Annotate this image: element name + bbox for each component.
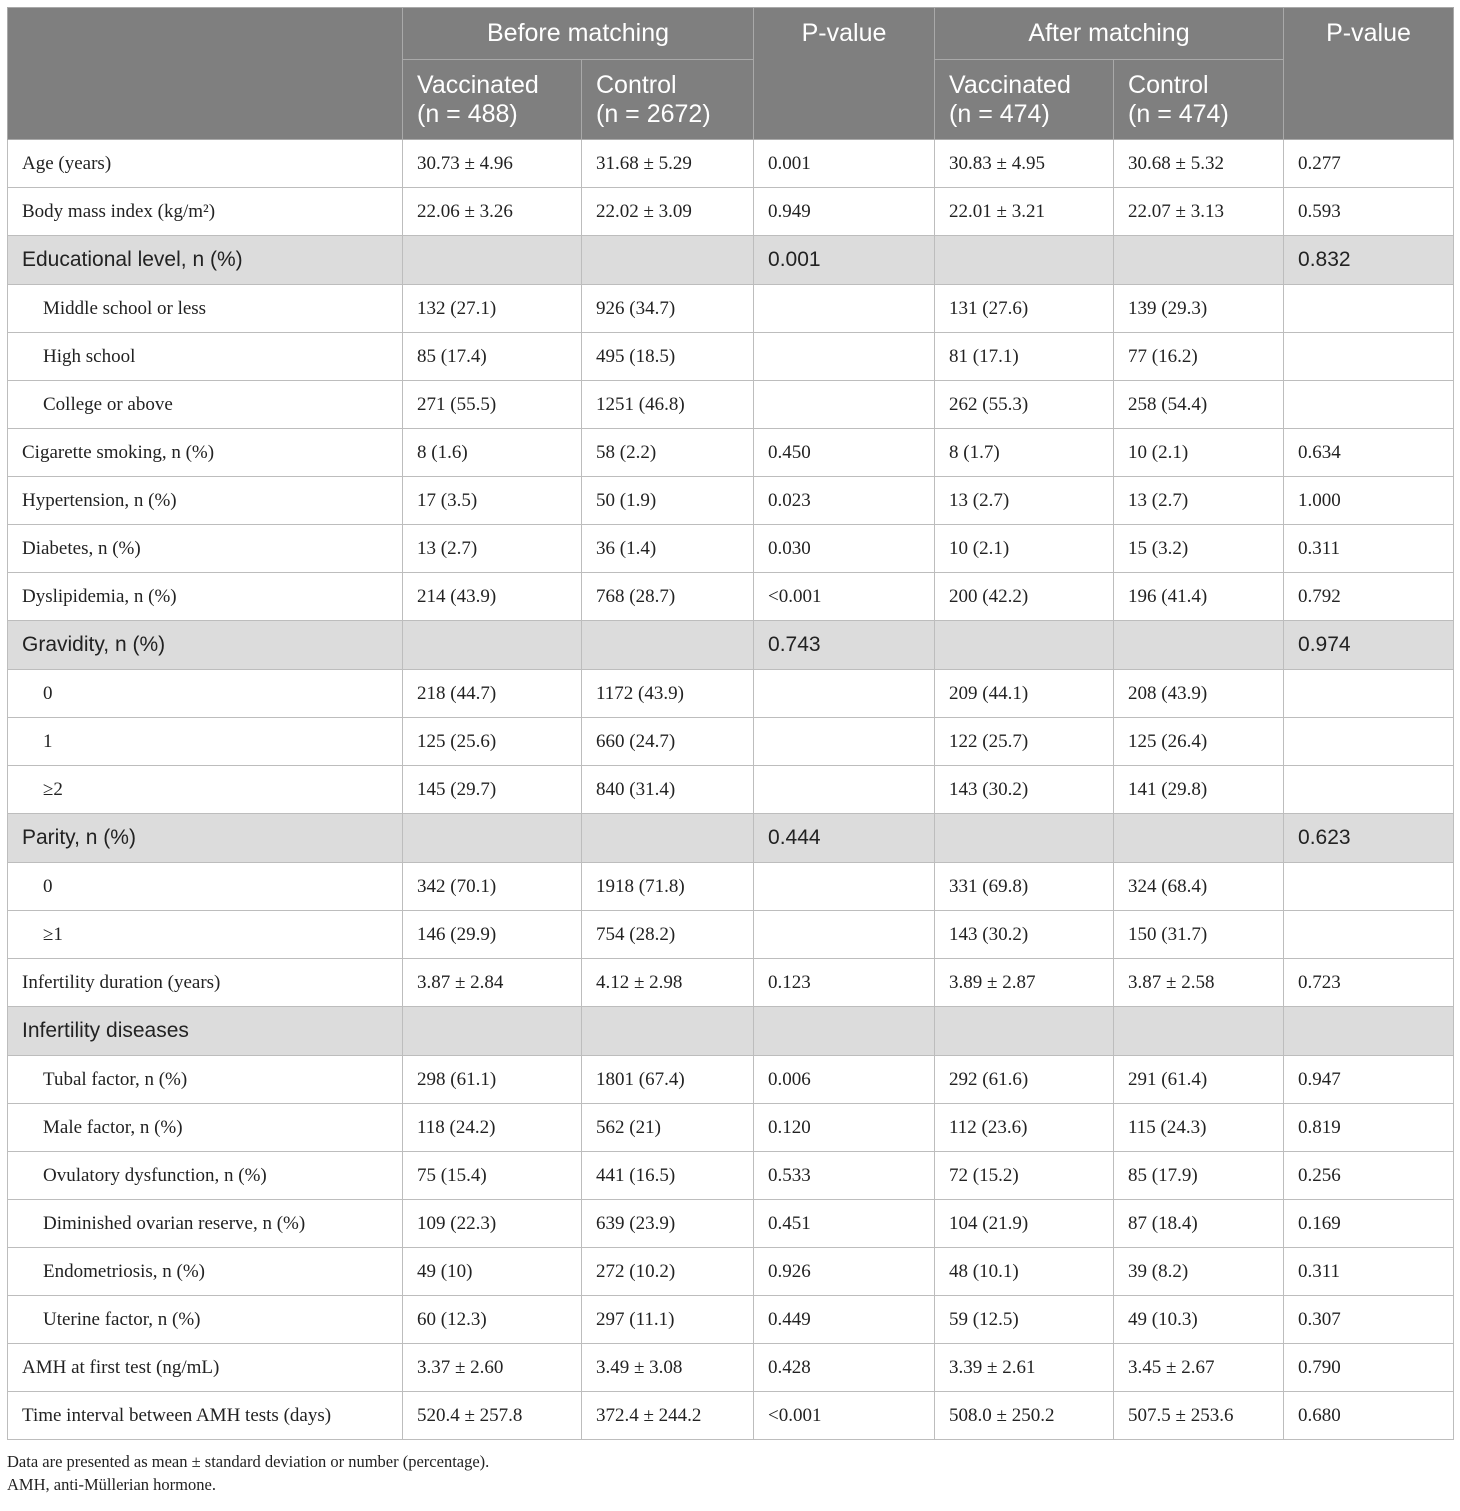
cell-before-pvalue (754, 333, 935, 381)
row-label: Diminished ovarian reserve, n (%) (8, 1200, 403, 1248)
table-section-row (8, 1007, 1454, 1056)
cell-after-pvalue (1284, 285, 1454, 333)
cell-after-pvalue: 0.634 (1284, 429, 1454, 477)
cell-before-control: 840 (31.4) (582, 766, 754, 814)
cell-after-control: 15 (3.2) (1114, 525, 1284, 573)
cell-before-vaccinated: 85 (17.4) (403, 333, 582, 381)
cell-before-control: 297 (11.1) (582, 1296, 754, 1344)
cell-after-vaccinated: 10 (2.1) (935, 525, 1114, 573)
cell-before-vaccinated: 218 (44.7) (403, 670, 582, 718)
row-label: Tubal factor, n (%) (8, 1056, 403, 1104)
row-label: 0 (8, 863, 403, 911)
cell-after-pvalue (1284, 333, 1454, 381)
cell-after-pvalue: 0.832 (1284, 236, 1454, 285)
row-label: Ovulatory dysfunction, n (%) (8, 1152, 403, 1200)
header-before-control-n: (n = 2672) (596, 99, 711, 128)
header-before-matching: Before matching (403, 8, 754, 60)
cell-after-control: 77 (16.2) (1114, 333, 1284, 381)
cell-after-vaccinated: 262 (55.3) (935, 381, 1114, 429)
cell-before-vaccinated: 109 (22.3) (403, 1200, 582, 1248)
cell-after-vaccinated: 72 (15.2) (935, 1152, 1114, 1200)
cell-before-pvalue: 0.023 (754, 477, 935, 525)
cell-before-pvalue: 0.450 (754, 429, 935, 477)
cell-after-pvalue (1284, 911, 1454, 959)
table-row (8, 911, 1454, 959)
cell-after-vaccinated: 143 (30.2) (935, 911, 1114, 959)
cell-after-pvalue (1284, 766, 1454, 814)
cell-before-control (582, 814, 754, 863)
cell-before-pvalue: 0.743 (754, 621, 935, 670)
row-label: Time interval between AMH tests (days) (8, 1392, 403, 1440)
cell-before-control: 36 (1.4) (582, 525, 754, 573)
header-after-matching: After matching (935, 8, 1284, 60)
header-pvalue-before: P-value (754, 8, 935, 140)
table-section-row (8, 621, 1454, 670)
table-row (8, 1152, 1454, 1200)
cell-after-control (1114, 1007, 1284, 1056)
row-label: Infertility duration (years) (8, 959, 403, 1007)
cell-before-vaccinated (403, 236, 582, 285)
cell-before-vaccinated: 17 (3.5) (403, 477, 582, 525)
cell-before-control: 660 (24.7) (582, 718, 754, 766)
cell-after-pvalue: 0.723 (1284, 959, 1454, 1007)
cell-before-pvalue: 0.123 (754, 959, 935, 1007)
cell-before-pvalue: 0.949 (754, 188, 935, 236)
cell-after-pvalue: 0.169 (1284, 1200, 1454, 1248)
cell-after-control: 3.87 ± 2.58 (1114, 959, 1284, 1007)
table-row (8, 1248, 1454, 1296)
table-row (8, 1056, 1454, 1104)
cell-before-vaccinated: 60 (12.3) (403, 1296, 582, 1344)
cell-after-vaccinated: 104 (21.9) (935, 1200, 1114, 1248)
cell-before-vaccinated: 13 (2.7) (403, 525, 582, 573)
cell-after-vaccinated: 8 (1.7) (935, 429, 1114, 477)
cell-before-vaccinated: 49 (10) (403, 1248, 582, 1296)
cell-after-vaccinated: 22.01 ± 3.21 (935, 188, 1114, 236)
cell-after-pvalue: 0.792 (1284, 573, 1454, 621)
table-row (8, 525, 1454, 573)
row-label: Body mass index (kg/m²) (8, 188, 403, 236)
cell-before-control: 1918 (71.8) (582, 863, 754, 911)
cell-before-vaccinated: 118 (24.2) (403, 1104, 582, 1152)
cell-after-pvalue (1284, 718, 1454, 766)
header-before-vaccinated-label: Vaccinated (417, 70, 539, 99)
header-after-vaccinated-n: (n = 474) (949, 99, 1050, 128)
cell-after-control (1114, 621, 1284, 670)
cell-before-control: 562 (21) (582, 1104, 754, 1152)
cell-before-vaccinated: 8 (1.6) (403, 429, 582, 477)
row-label: AMH at first test (ng/mL) (8, 1344, 403, 1392)
cell-before-vaccinated (403, 1007, 582, 1056)
cell-before-vaccinated: 3.37 ± 2.60 (403, 1344, 582, 1392)
cell-before-pvalue: 0.444 (754, 814, 935, 863)
cell-before-control (582, 236, 754, 285)
footnote-data-presentation: Data are presented as mean ± standard deviation or number (percentage). (7, 1452, 490, 1471)
cell-before-vaccinated: 146 (29.9) (403, 911, 582, 959)
cell-before-pvalue: 0.533 (754, 1152, 935, 1200)
table-row (8, 1200, 1454, 1248)
cell-after-control: 139 (29.3) (1114, 285, 1284, 333)
table-row (8, 1296, 1454, 1344)
cell-after-vaccinated (935, 236, 1114, 285)
table-row (8, 863, 1454, 911)
table-row (8, 1344, 1454, 1392)
cell-after-control: 258 (54.4) (1114, 381, 1284, 429)
cell-before-control: 639 (23.9) (582, 1200, 754, 1248)
cell-after-pvalue: 0.947 (1284, 1056, 1454, 1104)
cell-after-vaccinated (935, 1007, 1114, 1056)
cell-before-control: 272 (10.2) (582, 1248, 754, 1296)
cell-after-control: 507.5 ± 253.6 (1114, 1392, 1284, 1440)
cell-before-vaccinated: 145 (29.7) (403, 766, 582, 814)
cell-after-vaccinated: 3.89 ± 2.87 (935, 959, 1114, 1007)
cell-after-vaccinated: 112 (23.6) (935, 1104, 1114, 1152)
cell-before-control: 495 (18.5) (582, 333, 754, 381)
table-section-row (8, 236, 1454, 285)
cell-before-pvalue: 0.451 (754, 1200, 935, 1248)
cell-before-vaccinated: 342 (70.1) (403, 863, 582, 911)
cell-before-control: 926 (34.7) (582, 285, 754, 333)
table-row (8, 718, 1454, 766)
cell-before-pvalue (754, 911, 935, 959)
cell-before-control: 768 (28.7) (582, 573, 754, 621)
cell-after-control: 324 (68.4) (1114, 863, 1284, 911)
table-row (8, 285, 1454, 333)
cell-before-pvalue (754, 766, 935, 814)
header-blank-cell (8, 8, 403, 140)
cell-after-control: 49 (10.3) (1114, 1296, 1284, 1344)
cell-before-pvalue: <0.001 (754, 573, 935, 621)
cell-after-pvalue: 0.819 (1284, 1104, 1454, 1152)
cell-before-control (582, 1007, 754, 1056)
cell-before-vaccinated: 75 (15.4) (403, 1152, 582, 1200)
cell-after-control: 150 (31.7) (1114, 911, 1284, 959)
cell-before-vaccinated: 30.73 ± 4.96 (403, 140, 582, 188)
header-after-control-label: Control (1128, 70, 1209, 99)
cell-before-control: 1801 (67.4) (582, 1056, 754, 1104)
row-label: 1 (8, 718, 403, 766)
cell-before-pvalue (754, 285, 935, 333)
cell-before-control: 3.49 ± 3.08 (582, 1344, 754, 1392)
cell-before-control: 4.12 ± 2.98 (582, 959, 754, 1007)
table-row (8, 140, 1454, 188)
cell-before-control: 31.68 ± 5.29 (582, 140, 754, 188)
cell-after-pvalue: 0.311 (1284, 525, 1454, 573)
table-row (8, 333, 1454, 381)
row-label: Educational level, n (%) (8, 236, 403, 285)
cell-after-vaccinated: 30.83 ± 4.95 (935, 140, 1114, 188)
row-label: Parity, n (%) (8, 814, 403, 863)
cell-after-control: 13 (2.7) (1114, 477, 1284, 525)
cell-after-vaccinated: 13 (2.7) (935, 477, 1114, 525)
cell-after-pvalue: 0.311 (1284, 1248, 1454, 1296)
cell-before-control: 1172 (43.9) (582, 670, 754, 718)
cell-before-pvalue: <0.001 (754, 1392, 935, 1440)
cell-after-control: 291 (61.4) (1114, 1056, 1284, 1104)
cell-after-control: 115 (24.3) (1114, 1104, 1284, 1152)
cell-before-pvalue: 0.030 (754, 525, 935, 573)
cell-before-vaccinated: 125 (25.6) (403, 718, 582, 766)
cell-before-control (582, 621, 754, 670)
row-label: College or above (8, 381, 403, 429)
cell-after-vaccinated: 81 (17.1) (935, 333, 1114, 381)
row-label: ≥2 (8, 766, 403, 814)
cell-before-control: 58 (2.2) (582, 429, 754, 477)
cell-before-pvalue: 0.001 (754, 140, 935, 188)
cell-before-vaccinated: 132 (27.1) (403, 285, 582, 333)
table-row (8, 381, 1454, 429)
cell-before-vaccinated: 214 (43.9) (403, 573, 582, 621)
cell-after-control: 39 (8.2) (1114, 1248, 1284, 1296)
cell-before-pvalue (754, 1007, 935, 1056)
row-label: Cigarette smoking, n (%) (8, 429, 403, 477)
row-label: Dyslipidemia, n (%) (8, 573, 403, 621)
header-before-control-label: Control (596, 70, 677, 99)
header-after-control (1114, 60, 1284, 140)
table-row (8, 1104, 1454, 1152)
cell-before-vaccinated: 520.4 ± 257.8 (403, 1392, 582, 1440)
table-row (8, 1392, 1454, 1440)
cell-after-vaccinated: 48 (10.1) (935, 1248, 1114, 1296)
cell-after-vaccinated: 59 (12.5) (935, 1296, 1114, 1344)
cell-after-control: 22.07 ± 3.13 (1114, 188, 1284, 236)
header-before-control (582, 60, 754, 140)
cell-after-vaccinated: 209 (44.1) (935, 670, 1114, 718)
cell-after-pvalue: 0.974 (1284, 621, 1454, 670)
cell-after-vaccinated: 122 (25.7) (935, 718, 1114, 766)
table-row (8, 477, 1454, 525)
cell-before-pvalue: 0.001 (754, 236, 935, 285)
header-after-control-n: (n = 474) (1128, 99, 1229, 128)
cell-after-control: 141 (29.8) (1114, 766, 1284, 814)
cell-before-vaccinated: 271 (55.5) (403, 381, 582, 429)
cell-before-pvalue (754, 718, 935, 766)
cell-before-pvalue (754, 670, 935, 718)
cell-after-pvalue (1284, 1007, 1454, 1056)
table-header (8, 8, 1454, 140)
cell-after-pvalue (1284, 863, 1454, 911)
table-row (8, 188, 1454, 236)
header-pvalue-after: P-value (1284, 8, 1454, 140)
cell-after-control: 125 (26.4) (1114, 718, 1284, 766)
cell-after-control: 10 (2.1) (1114, 429, 1284, 477)
table-footnotes (7, 1450, 1453, 1496)
table-row (8, 959, 1454, 1007)
cell-before-vaccinated: 298 (61.1) (403, 1056, 582, 1104)
cell-after-control (1114, 236, 1284, 285)
cell-after-vaccinated: 131 (27.6) (935, 285, 1114, 333)
cell-after-control: 87 (18.4) (1114, 1200, 1284, 1248)
table-section-row (8, 814, 1454, 863)
row-label: Diabetes, n (%) (8, 525, 403, 573)
header-before-vaccinated-n: (n = 488) (417, 99, 518, 128)
row-label: Hypertension, n (%) (8, 477, 403, 525)
cell-after-pvalue (1284, 670, 1454, 718)
cell-after-control: 3.45 ± 2.67 (1114, 1344, 1284, 1392)
cell-after-pvalue (1284, 381, 1454, 429)
table-row (8, 429, 1454, 477)
cell-after-control: 196 (41.4) (1114, 573, 1284, 621)
table-row (8, 766, 1454, 814)
cell-after-pvalue: 0.623 (1284, 814, 1454, 863)
cell-before-control: 50 (1.9) (582, 477, 754, 525)
cell-after-control: 30.68 ± 5.32 (1114, 140, 1284, 188)
cell-before-control: 22.02 ± 3.09 (582, 188, 754, 236)
cell-after-pvalue: 1.000 (1284, 477, 1454, 525)
cell-before-pvalue: 0.428 (754, 1344, 935, 1392)
cell-after-vaccinated: 3.39 ± 2.61 (935, 1344, 1114, 1392)
row-label: 0 (8, 670, 403, 718)
table-row (8, 573, 1454, 621)
table-row (8, 670, 1454, 718)
cell-before-pvalue: 0.449 (754, 1296, 935, 1344)
row-label: Uterine factor, n (%) (8, 1296, 403, 1344)
cell-before-pvalue: 0.006 (754, 1056, 935, 1104)
table-container (7, 7, 1453, 1496)
cell-before-vaccinated (403, 621, 582, 670)
cell-after-vaccinated: 292 (61.6) (935, 1056, 1114, 1104)
cell-before-pvalue (754, 863, 935, 911)
cell-after-control (1114, 814, 1284, 863)
row-label: ≥1 (8, 911, 403, 959)
cell-before-vaccinated: 22.06 ± 3.26 (403, 188, 582, 236)
row-label: Gravidity, n (%) (8, 621, 403, 670)
cell-after-vaccinated: 331 (69.8) (935, 863, 1114, 911)
cell-after-vaccinated: 200 (42.2) (935, 573, 1114, 621)
cell-after-pvalue: 0.790 (1284, 1344, 1454, 1392)
row-label: High school (8, 333, 403, 381)
cell-before-pvalue: 0.926 (754, 1248, 935, 1296)
cell-after-control: 85 (17.9) (1114, 1152, 1284, 1200)
cell-before-control: 1251 (46.8) (582, 381, 754, 429)
row-label: Endometriosis, n (%) (8, 1248, 403, 1296)
cell-after-pvalue: 0.307 (1284, 1296, 1454, 1344)
cell-before-vaccinated: 3.87 ± 2.84 (403, 959, 582, 1007)
row-label: Age (years) (8, 140, 403, 188)
cell-after-pvalue: 0.680 (1284, 1392, 1454, 1440)
cell-after-control: 208 (43.9) (1114, 670, 1284, 718)
baseline-characteristics-table (7, 7, 1454, 1440)
cell-after-vaccinated: 143 (30.2) (935, 766, 1114, 814)
table-body (8, 140, 1454, 1440)
cell-before-pvalue: 0.120 (754, 1104, 935, 1152)
row-label: Infertility diseases (8, 1007, 403, 1056)
cell-before-pvalue (754, 381, 935, 429)
cell-before-control: 441 (16.5) (582, 1152, 754, 1200)
cell-after-vaccinated: 508.0 ± 250.2 (935, 1392, 1114, 1440)
cell-before-vaccinated (403, 814, 582, 863)
cell-after-pvalue: 0.277 (1284, 140, 1454, 188)
row-label: Middle school or less (8, 285, 403, 333)
row-label: Male factor, n (%) (8, 1104, 403, 1152)
cell-after-vaccinated (935, 814, 1114, 863)
header-before-vaccinated (403, 60, 582, 140)
footnote-amh-abbreviation: AMH, anti-Müllerian hormone. (7, 1475, 216, 1494)
cell-before-control: 754 (28.2) (582, 911, 754, 959)
cell-after-pvalue: 0.256 (1284, 1152, 1454, 1200)
cell-before-control: 372.4 ± 244.2 (582, 1392, 754, 1440)
header-after-vaccinated (935, 60, 1114, 140)
cell-after-pvalue: 0.593 (1284, 188, 1454, 236)
cell-after-vaccinated (935, 621, 1114, 670)
header-after-vaccinated-label: Vaccinated (949, 70, 1071, 99)
